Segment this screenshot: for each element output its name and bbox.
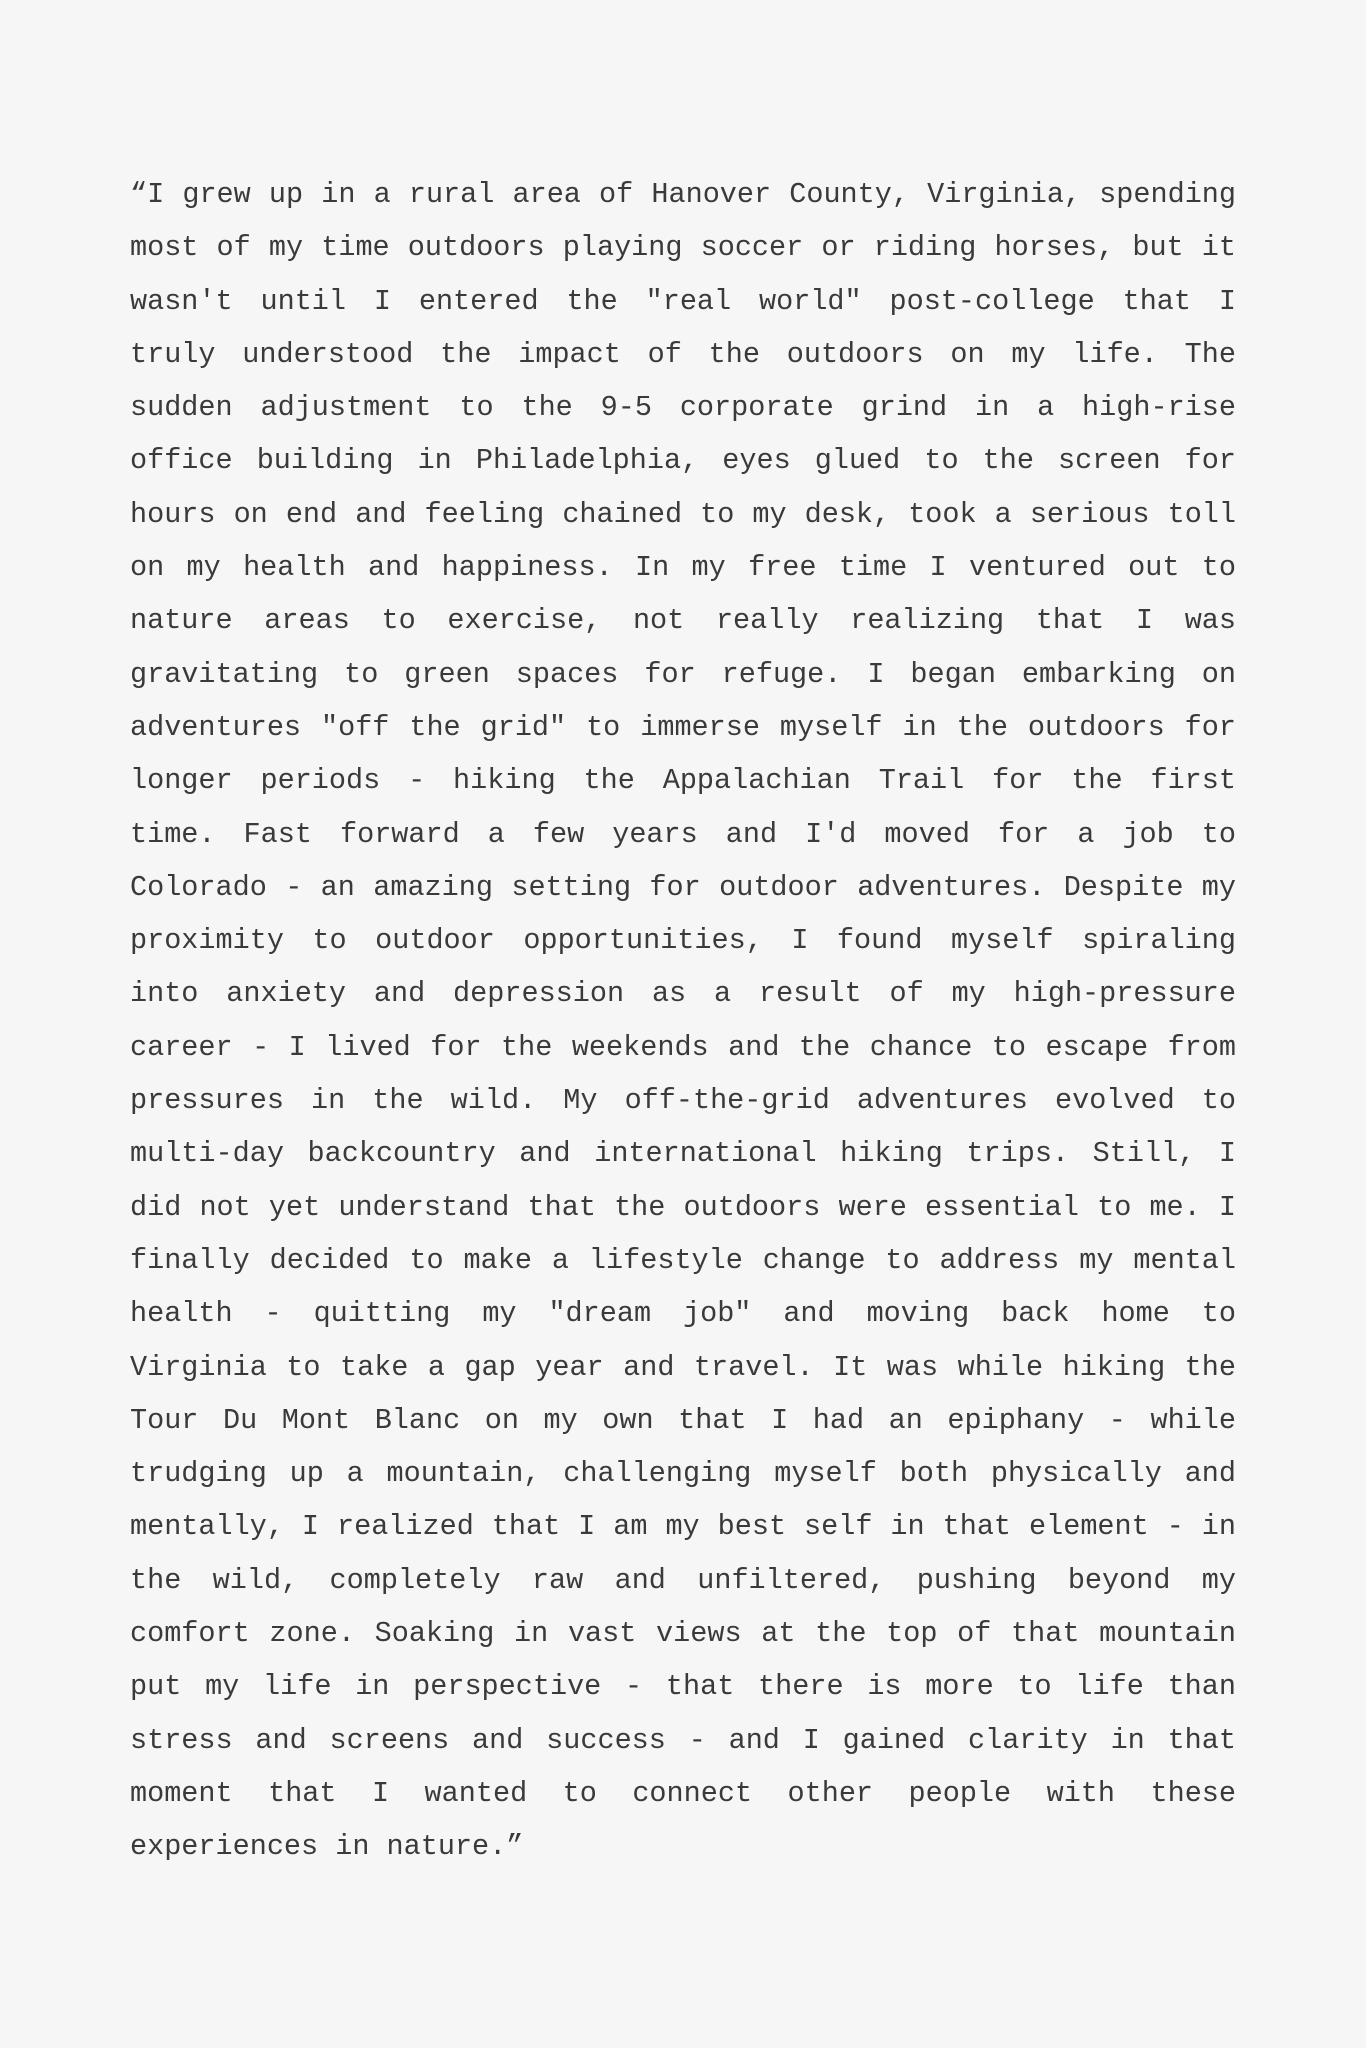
quote-block xyxy=(130,168,1236,1874)
quote-text: “I grew up in a rural area of Hanover County, Virginia, spending most of my time outdoors playing soccer or riding horses, but it wasn't until I entered the "real world" post-college that I truly understood the impact of the outdoors on my life. The sudden adjustment to the 9-5 corporate grind in a high-rise office building in Philadelphia, eyes glued to the screen for hours on end and feeling chained to my desk, took a serious toll on my health and happiness. In my free time I ventured out to nature areas to exercise, not really realizing that I was gravitating to green spaces for refuge. I began embarking on adventures "off the grid" to immerse myself in the outdoors for longer periods - hiking the Appalachian Trail for the first time. Fast forward a few years and I'd moved for a job to Colorado - an amazing setting for outdoor adventures. Despite my proximity to outdoor opportunities, I found myself spiraling into anxiety and depression as a result of my high-pressure career - I lived for the weekends and the chance to escape from pressures in the wild. My off-the-grid adventures evolved to multi-day backcountry and international hiking trips. Still, I did not yet understand that the outdoors were essential to me. I finally decided to make a lifestyle change to address my mental health - quitting my "dream job" and moving back home to Virginia to take a gap year and travel. It was while hiking the Tour Du Mont Blanc on my own that I had an epiphany - while trudging up a mountain, challenging myself both physically and mentally, I realized that I am my best self in that element - in the wild, completely raw and unfiltered, pushing beyond my comfort zone. Soaking in vast views at the top of that mountain put my life in perspective - that there is more to life than stress and screens and success - and I gained clarity in that moment that I wanted to connect other people with these experiences in nature.” xyxy=(130,178,1236,1864)
